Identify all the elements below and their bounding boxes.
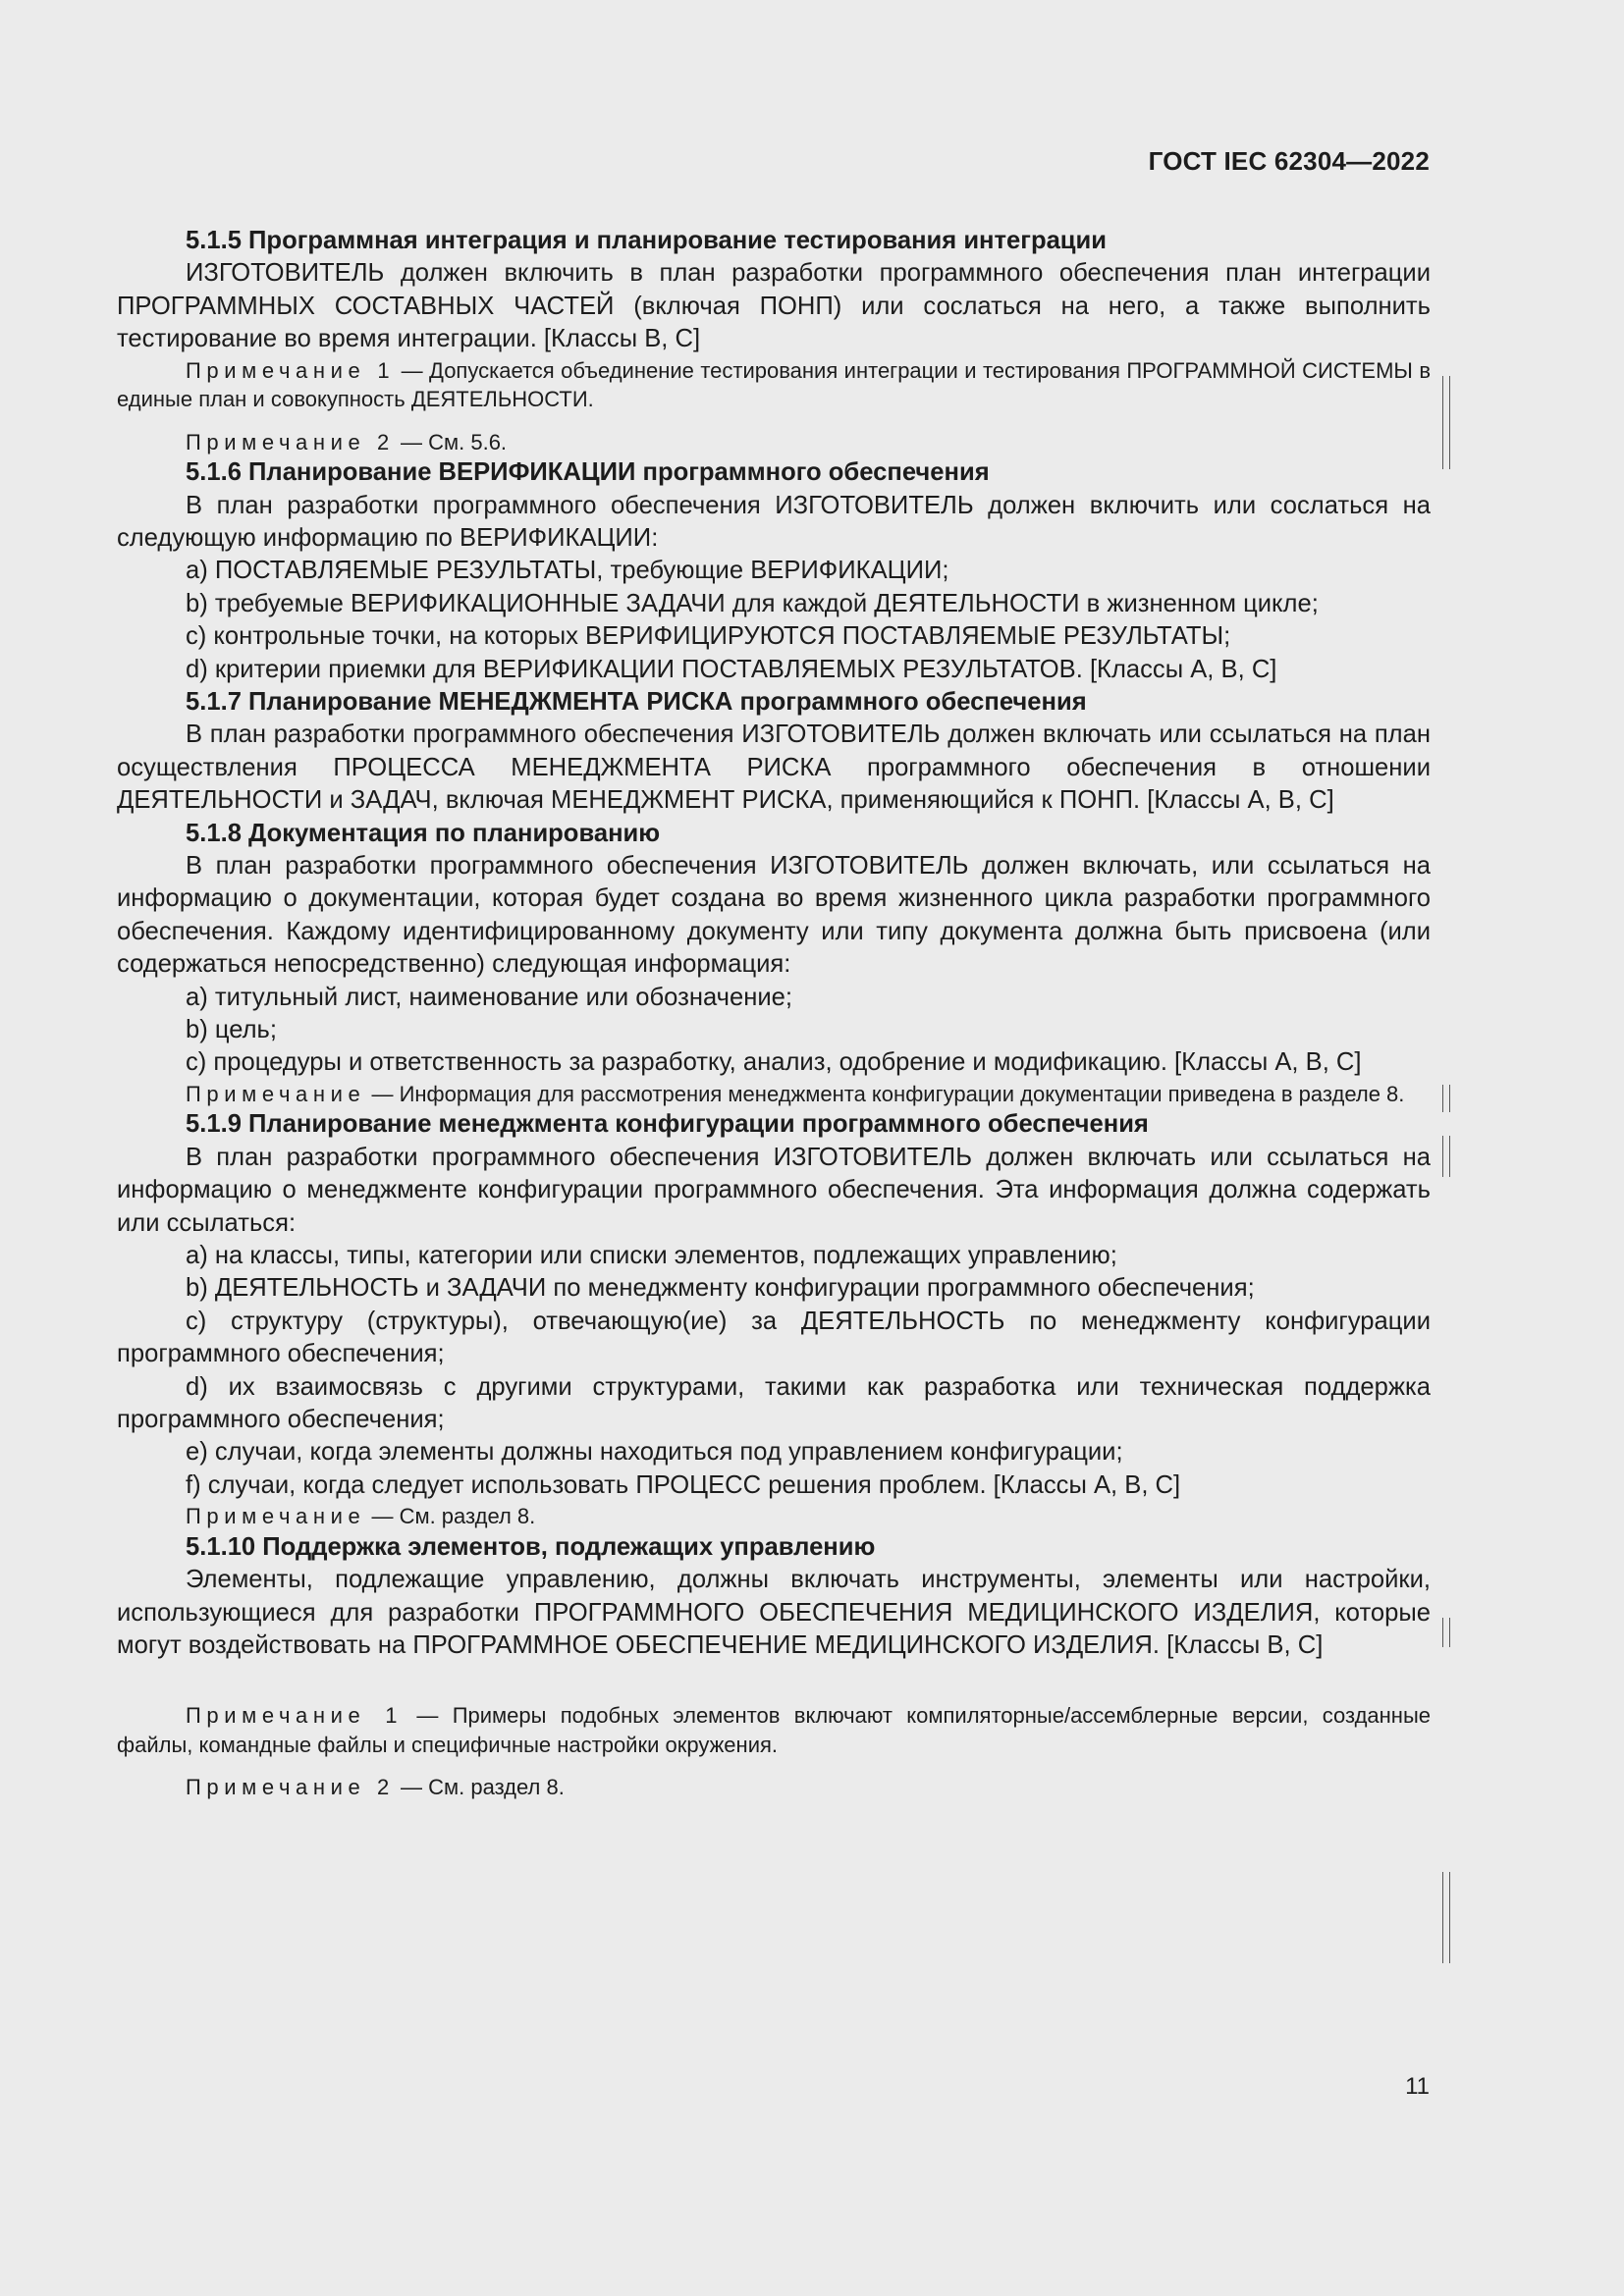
list-item: b) ДЕЯТЕЛЬНОСТЬ и ЗАДАЧИ по менеджменту конфигурации программного обеспечения; — [186, 1274, 1255, 1303]
note-text: — См. раздел 8. — [394, 1775, 565, 1800]
note-5-1-10-1 — [117, 1701, 1431, 1759]
note-label: Примечание 2 — [186, 1775, 395, 1800]
note-label: Примечание — [186, 1504, 366, 1529]
section-text-5-1-5: ИЗГОТОВИТЕЛЬ должен включить в план разработки программного обеспечения план интеграции ПРОГРАММНЫХ СОСТАВНЫХ ЧАСТЕЙ (включая ПОНП) или сослаться на него, а также выполнить тестирование во время интеграции. [Классы В, С] — [117, 259, 1431, 353]
note-label: Примечание 1 — [186, 357, 396, 383]
list-item: d) критерии приемки для ВЕРИФИКАЦИИ ПОСТАВЛЯЕМЫХ РЕЗУЛЬТАТОВ. [Классы А, В, С] — [186, 655, 1277, 683]
note-5-1-5-1 — [117, 356, 1431, 414]
section-heading-5-1-8: 5.1.8 Документация по планированию — [186, 819, 661, 847]
list-item: d) их взаимосвязь с другими структурами, такими как разработка или техническая поддержка программного обеспечения; — [117, 1372, 1431, 1433]
note-text: — Допускается объединение тестирования интеграции и тестирования ПРОГРАММНОЙ СИСТЕМЫ в единые план и совокупность ДЕЯТЕЛЬНОСТИ. — [117, 357, 1432, 412]
change-bar — [1442, 1136, 1450, 1177]
list-item: c) процедуры и ответственность за разработку, анализ, одобрение и модификацию. [Классы А, В, С] — [186, 1048, 1362, 1077]
section-text-5-1-7: В план разработки программного обеспечения ИЗГОТОВИТЕЛЬ должен включать или ссылаться на план осуществления ПРОЦЕССА МЕНЕДЖМЕНТА РИСКА программного обеспечения в отношении ДЕЯТЕЛЬНОСТИ и ЗАДАЧ, включая МЕНЕДЖМЕНТ РИСКА, применяющийся к ПОНП. [Классы А, В, С] — [117, 721, 1431, 815]
section-text-5-1-10: Элементы, подлежащие управлению, должны включать инструменты, элементы или настройки, использующиеся для разработки ПРОГРАММНОГО ОБЕСПЕЧЕНИЯ МЕДИЦИНСКОГО ИЗДЕЛИЯ, которые могут воздействовать на ПРОГРАММНОЕ ОБЕСПЕЧЕНИЕ МЕДИЦИНСКОГО ИЗДЕЛИЯ. [Классы В, С] — [117, 1566, 1431, 1659]
note-5-1-9 — [117, 1502, 1431, 1531]
note-text: — См. раздел 8. — [365, 1504, 536, 1529]
section-heading-5-1-10: 5.1.10 Поддержка элементов, подлежащих управлению — [186, 1532, 876, 1561]
list-item: b) цель; — [186, 1016, 278, 1044]
page-content — [117, 225, 1431, 1802]
note-5-1-5-2 — [117, 428, 1431, 457]
section-text-5-1-8: В план разработки программного обеспечения ИЗГОТОВИТЕЛЬ должен включать, или ссылаться на информацию о документации, которая будет создана во время жизненного цикла разработки программного обеспечения. Каждому идентифицированному документу или типу документа должна быть присвоена (или содержаться непосредственно) следующая информация: — [117, 852, 1431, 979]
note-label: Примечание 2 — [186, 429, 395, 454]
note-text: — См. 5.6. — [394, 429, 508, 454]
list-item: a) ПОСТАВЛЯЕМЫЕ РЕЗУЛЬТАТЫ, требующие ВЕРИФИКАЦИИ; — [186, 557, 949, 585]
note-5-1-10-2 — [117, 1773, 1431, 1802]
list-item: b) требуемые ВЕРИФИКАЦИОННЫЕ ЗАДАЧИ для каждой ДЕЯТЕЛЬНОСТИ в жизненном цикле; — [186, 589, 1319, 617]
section-heading-5-1-6: 5.1.6 Планирование ВЕРИФИКАЦИИ программного обеспечения — [186, 458, 990, 487]
list-item: a) титульный лист, наименование или обозначение; — [186, 983, 793, 1011]
list-item: c) структуру (структуры), отвечающую(ие) за ДЕЯТЕЛЬНОСТЬ по менеджменту конфигурации программного обеспечения; — [117, 1307, 1431, 1368]
section-heading-5-1-5: 5.1.5 Программная интеграция и планирование тестирования интеграции — [186, 227, 1108, 254]
list-item: a) на классы, типы, категории или списки элементов, подлежащих управлению; — [186, 1241, 1117, 1269]
section-heading-5-1-7: 5.1.7 Планирование МЕНЕДЖМЕНТА РИСКА программного обеспечения — [186, 687, 1087, 716]
page-number: 11 — [1405, 2073, 1430, 2100]
list-item: c) контрольные точки, на которых ВЕРИФИЦИРУЮТСЯ ПОСТАВЛЯЕМЫЕ РЕЗУЛЬТАТЫ; — [186, 622, 1231, 651]
change-bar — [1442, 1872, 1450, 1963]
document-id-header: ГОСТ IEC 62304—2022 — [1148, 146, 1430, 176]
note-label: Примечание — [186, 1081, 366, 1106]
section-heading-5-1-9: 5.1.9 Планирование менеджмента конфигурации программного обеспечения — [186, 1110, 1149, 1139]
list-item: f) случаи, когда следует использовать ПРОЦЕСС решения проблем. [Классы А, В, С] — [186, 1470, 1181, 1499]
note-text: — Примеры подобных элементов включают компиляторные/ассемблерные версии, созданные файлы, командные файлы и специфичные настройки окружения. — [117, 1703, 1432, 1757]
list-item: e) случаи, когда элементы должны находиться под управлением конфигурации; — [186, 1438, 1123, 1467]
change-bar — [1442, 1085, 1450, 1112]
change-bar — [1442, 1618, 1450, 1647]
change-bar — [1442, 376, 1450, 469]
note-5-1-8 — [117, 1080, 1431, 1109]
note-label: Примечание 1 — [186, 1703, 404, 1729]
section-text-5-1-6: В план разработки программного обеспечения ИЗГОТОВИТЕЛЬ должен включить или сослаться на следующую информацию по ВЕРИФИКАЦИИ: — [117, 491, 1431, 552]
section-text-5-1-9: В план разработки программного обеспечения ИЗГОТОВИТЕЛЬ должен включать или ссылаться на информацию о менеджменте конфигурации программного обеспечения. Эта информация должна содержать или ссылаться: — [117, 1143, 1431, 1237]
note-text: — Информация для рассмотрения менеджмента конфигурации документации приведена в разделе 8. — [365, 1081, 1405, 1106]
